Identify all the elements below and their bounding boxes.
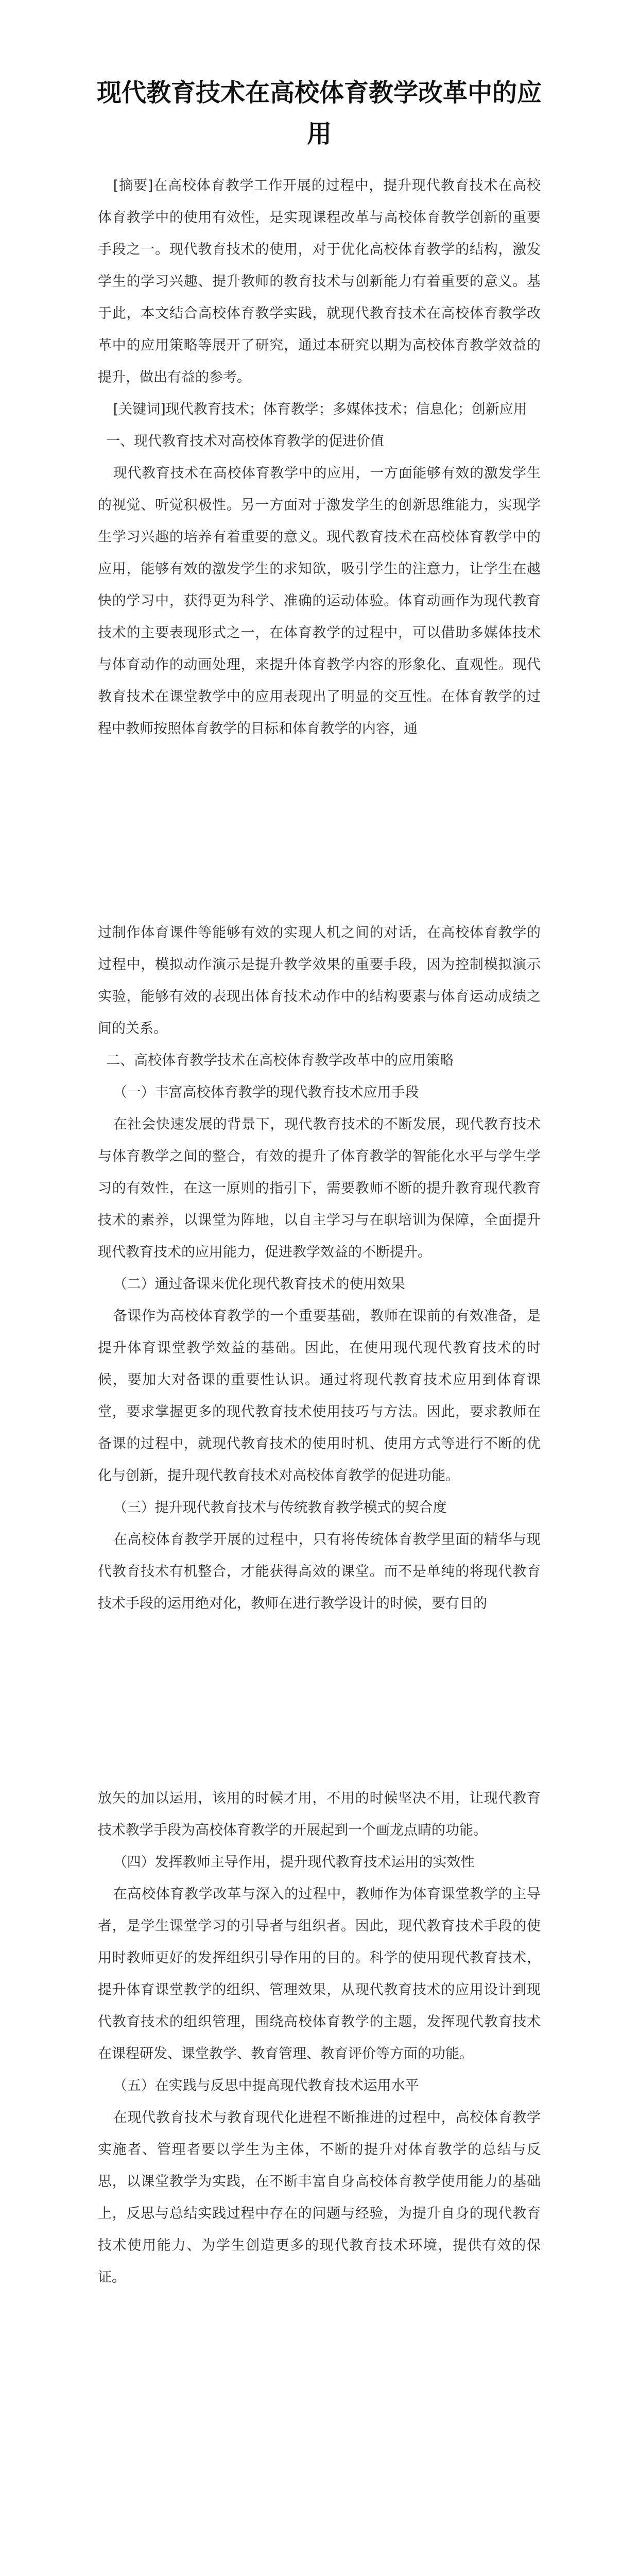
subsection4-heading: （四）发挥教师主导作用，提升现代教育技术运用的实效性: [113, 1854, 475, 1870]
subsection3-paragraph-continued: 放矢的加以运用，该用的时候才用，不用的时候坚决不用，让现代教育技术教学手段为高校体育教学的开展起到一个画龙点睛的功能。: [98, 1790, 541, 1838]
document-title: 现代教育技术在高校体育教学改革中的应用: [96, 78, 542, 148]
section1-paragraph-continued: 过制作体育课件等能够有效的实现人机之间的对话，在高校体育教学的过程中，模拟动作演示是提升教学效果的重要手段，因为控制模拟演示实验，能够有效的表现出体育技术动作中的结构要素与体育运动成绩之间的关系。: [98, 925, 541, 1037]
subsection1-paragraph: 在社会快速发展的背景下，现代教育技术的不断发展，现代教育技术与体育教学之间的整合，有效的提升了体育教学的智能化水平与学生学习的有效性，在这一原则的指引下，需要教师不断的提升教育现代教育技术的素养，以课堂为阵地，以自主学习与在职培训为保障，全面提升现代教育技术的应用能力，促进教学效益的不断提升。: [98, 1116, 541, 1260]
abstract-block: [98, 170, 541, 745]
section2-continued-block: [98, 1783, 541, 2294]
subsection3-heading: （三）提升现代教育技术与传统教育教学模式的契合度: [113, 1500, 447, 1516]
subsection2-paragraph: 备课作为高校体育教学的一个重要基础，教师在课前的有效准备，是提升体育课堂教学效益的基础。因此，在使用现代现代教育技术的时候，要加大对备课的重要性认识。通过将现代教育技术应用到体育课堂，要求掌握更多的现代教育技术使用技巧与方法。因此，要求教师在备课的过程中，就现代教育技术的使用时机、使用方式等进行不断的优化与创新，提升现代教育技术对高校体育教学的促进功能。: [98, 1308, 541, 1484]
subsection2-heading: （二）通过备课来优化现代教育技术的使用效果: [113, 1276, 405, 1292]
subsection4-paragraph: 在高校体育教学改革与深入的过程中，教师作为体育课堂教学的主导者，是学生课堂学习的引导者与组织者。因此，现代教育技术手段的使用时教师更好的发挥组织引导作用的目的。科学的使用现代教育技术，提升体育课堂教学的组织、管理效果，从现代教育技术的应用设计到现代教育技术的组织管理，围绕高校体育教学的主题，发挥现代教育技术在课程研发、课堂教学、教育管理、教育评价等方面的功能。: [98, 1886, 541, 2062]
keywords-text: [关键词]现代教育技术；体育教学；多媒体技术；信息化；创新应用: [113, 401, 527, 417]
subsection5-heading: （五）在实践与反思中提高现代教育技术运用水平: [113, 2078, 419, 2094]
section1-heading: 一、现代教育技术对高校体育教学的促进价值: [106, 433, 385, 449]
section1-continued-block: [98, 917, 541, 1620]
subsection3-paragraph: 在高校体育教学开展的过程中，只有将传统体育教学里面的精华与现代教育技术有机整合，才能获得高效的课堂。而不是单纯的将现代教育技术手段的运用绝对化，教师在进行教学设计的时候，要有目的: [98, 1532, 541, 1612]
section1-paragraph: 现代教育技术在高校体育教学中的应用，一方面能够有效的激发学生的视觉、听觉积极性。另一方面对于激发学生的创新思维能力，实现学生学习兴趣的培养有着重要的意义。现代教育技术在高校体育教学中的应用，能够有效的激发学生的求知欲，吸引学生的注意力，让学生在越快的学习中，获得更为科学、准确的运动体验。体育动画作为现代教育技术的主要表现形式之一，在体育教学的过程中，可以借助多媒体技术与体育动作的动画处理，来提升体育教学内容的形象化、直观性。现代教育技术在课堂教学中的应用表现出了明显的交互性。在体育教学的过程中教师按照体育教学的目标和体育教学的内容，通: [98, 465, 541, 737]
abstract-text: [摘要]在高校体育教学工作开展的过程中，提升现代教育技术在高校体育教学中的使用有效性，是实现课程改革与高校体育教学创新的重要手段之一。现代教育技术的使用，对于优化高校体育教学的结构，激发学生的学习兴趣、提升教师的教育技术与创新能力有着重要的意义。基于此，本文结合高校体育教学实践，就现代教育技术在高校体育教学改革中的应用策略等展开了研究，通过本研究以期为高校体育教学效益的提升，做出有益的参考。: [98, 178, 541, 385]
subsection5-paragraph: 在现代教育技术与教育现代化进程不断推进的过程中，高校体育教学实施者、管理者要以学生为主体，不断的提升对体育教学的总结与反思，以课堂教学为实践，在不断丰富自身高校体育教学使用能力的基础上，反思与总结实践过程中存在的问题与经验，为提升自身的现代教育技术使用能力、为学生创造更多的现代教育技术环境，提供有效的保证。: [98, 2110, 541, 2285]
subsection1-heading: （一）丰富高校体育教学的现代教育技术应用手段: [113, 1084, 419, 1100]
section2-heading: 二、高校体育教学技术在高校体育教学改革中的应用策略: [106, 1053, 454, 1069]
